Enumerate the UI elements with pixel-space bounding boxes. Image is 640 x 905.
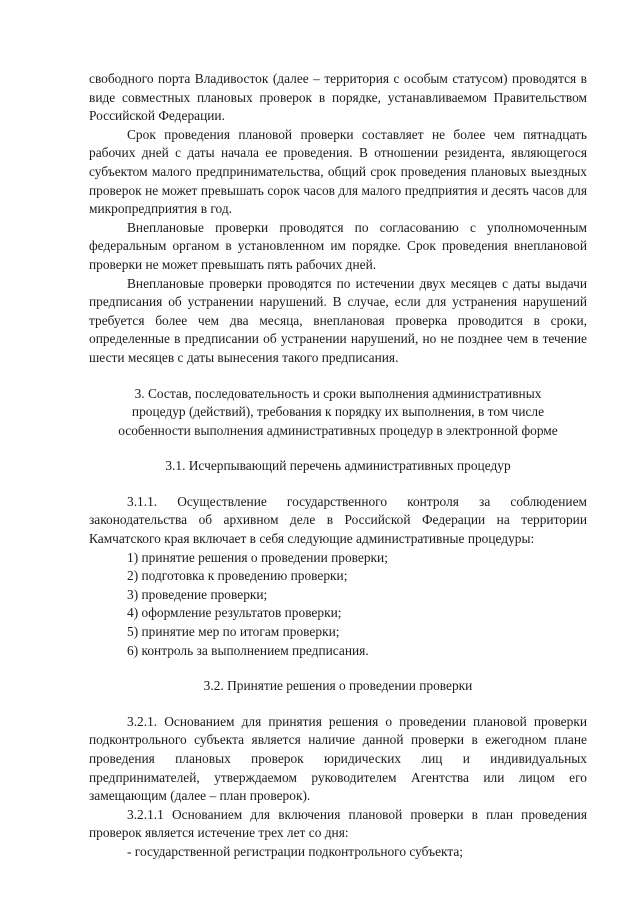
list-item: 6) контроль за выполнением предписания. bbox=[127, 642, 369, 658]
procedures-list bbox=[89, 549, 587, 661]
section-3-heading-line: процедур (действий), требования к порядку их выполнения, в том числе bbox=[131, 404, 545, 420]
section-3-heading-line: особенности выполнения административных процедур в электронной форме bbox=[118, 422, 558, 438]
list-item: 2) подготовка к проведению проверки; bbox=[127, 568, 348, 584]
section-3-heading bbox=[89, 385, 587, 441]
paragraph-continued: свободного порта Владивосток (далее – территория с особым статусом) проводятся в виде совместных плановых проверок в порядке, устанавливаемом Правительством Российской Федерации. bbox=[89, 71, 587, 124]
paragraph-3-2-1-1: 3.2.1.1 Основанием для включения плановой проверки в план проведения проверок является истечение трех лет со дня: bbox=[89, 806, 587, 841]
paragraph-unscheduled-approval: Внеплановые проверки проводятся по согласованию с уполномоченным федеральным органом в установленном им порядке. Срок проведения внеплановой проверки не может превышать пять рабочих дней. bbox=[89, 219, 587, 272]
section-3-1-heading: 3.1. Исчерпывающий перечень административных процедур bbox=[165, 458, 511, 474]
document-body bbox=[89, 70, 587, 862]
paragraph-3-1-1: 3.1.1. Осуществление государственного контроля за соблюдением законодательства об архивном деле в Российской Федерации на территории Камчатского края включает в себя следующие административные процедуры: bbox=[89, 493, 587, 547]
paragraph-3-2-1: 3.2.1. Основанием для принятия решения о проведении плановой проверки подконтрольного субъекта является наличие данной проверки в ежегодном плане проведения плановых проверок юридических лиц и индивидуальных предпринимателей, утверждаемом руководителем Агентства или лицом его замещающим (далее – план проверок). bbox=[89, 713, 587, 804]
section-3-2-heading: 3.2. Принятие решения о проведении проверки bbox=[203, 678, 473, 694]
paragraph-state-registration: - государственной регистрации подконтрольного субъекта; bbox=[127, 843, 464, 859]
list-item: 5) принятие мер по итогам проверки; bbox=[127, 624, 340, 640]
list-item: 3) проведение проверки; bbox=[127, 586, 268, 602]
list-item: 1) принятие решения о проведении проверки; bbox=[127, 549, 388, 565]
paragraph-unscheduled-timing: Внеплановые проверки проводятся по истечении двух месяцев с даты выдачи предписания об устранении нарушений. В случае, если для устранения нарушений требуется более чем два месяца, внеплановая проверка проводится в сроки, определенные в предписании об устранении нарушений, но не позднее чем в течение шести месяцев с даты вынесения такого предписания. bbox=[89, 275, 587, 365]
paragraph-inspection-term: Срок проведения плановой проверки составляет не более чем пятнадцать рабочих дней с даты начала ее проведения. В отношении резидента, являющегося субъектом малого предпринимательства, общий срок проведения плановых выездных проверок не может превышать сорок часов для малого предприятия и десять часов для микропредприятия в год. bbox=[89, 126, 587, 217]
list-item: 4) оформление результатов проверки; bbox=[127, 605, 342, 621]
section-3-heading-line: 3. Состав, последовательность и сроки выполнения административных bbox=[134, 385, 542, 401]
